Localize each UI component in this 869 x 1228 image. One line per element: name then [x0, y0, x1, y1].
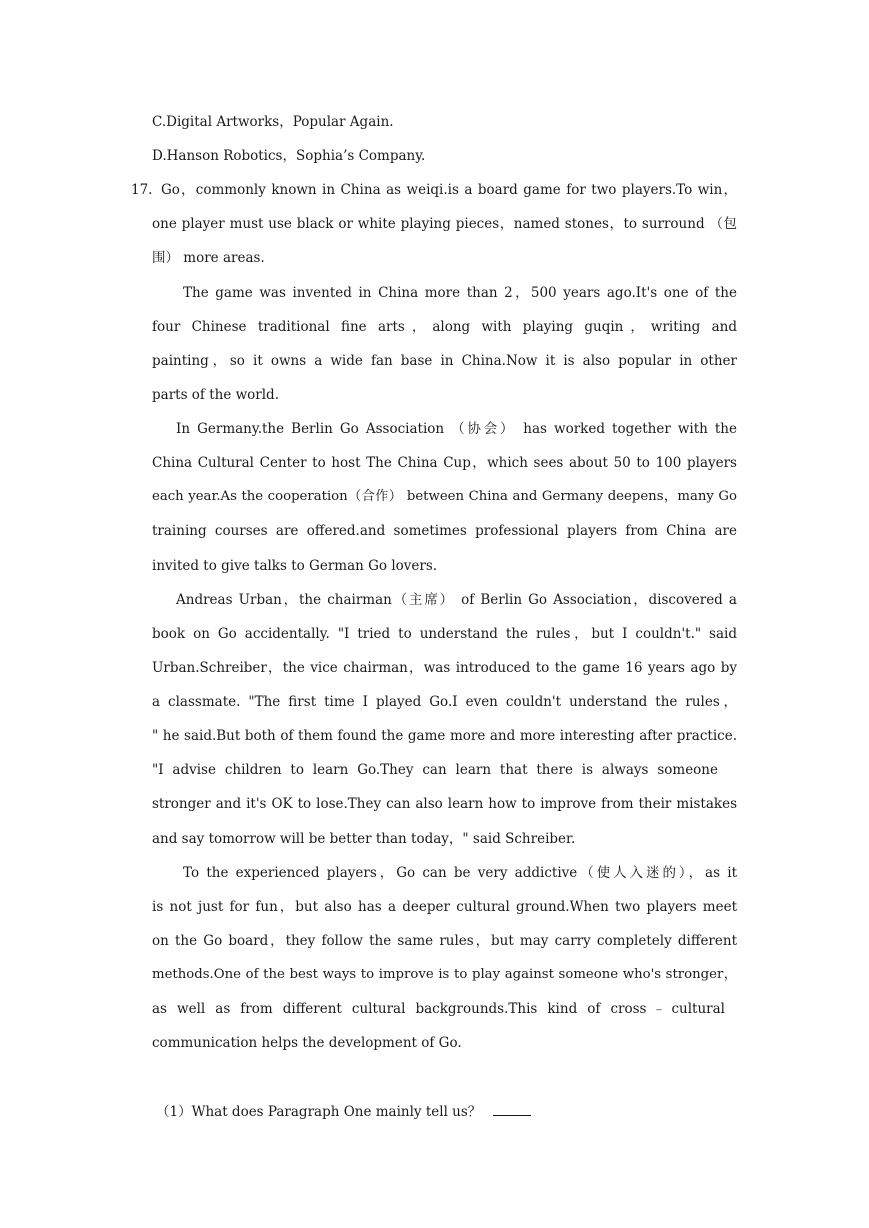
paragraph-2-line-4: parts of the world.: [152, 387, 279, 403]
subquestion-1: [156, 1103, 531, 1121]
paragraph-3-line-1: In Germany.the Berlin Go Association （协会） has worked together with the: [176, 421, 737, 437]
paragraph-5-line-5: as well as from different cultural backgrounds.This kind of cross﹣cultural: [152, 1001, 725, 1017]
question-line-2: one player must use black or white playing pieces，named stones，to surround （包: [152, 216, 737, 232]
paragraph-5-line-6: communication helps the development of Go.: [152, 1035, 462, 1051]
paragraph-2-line-3: painting，so it owns a wide fan base in China.Now it is also popular in other: [152, 353, 737, 369]
paragraph-5-line-3: on the Go board，they follow the same rules，but may carry completely different: [152, 933, 737, 949]
question-number: 17.: [131, 182, 153, 198]
paragraph-5-line-1: To the experienced players，Go can be very addictive（使人入迷的），as it: [183, 865, 737, 881]
question-line-3: 围） more areas.: [152, 250, 265, 266]
paragraph-4-line-1: Andreas Urban，the chairman（主席） of Berlin Go Association，discovered a: [176, 592, 737, 608]
paragraph-4-line-8: and say tomorrow will be better than today，" said Schreiber.: [152, 831, 576, 847]
paragraph-2-line-2: four Chinese traditional fine arts，along with playing guqin，writing and: [152, 319, 737, 335]
paragraph-4-line-3: Urban.Schreiber，the vice chairman，was introduced to the game 16 years ago by: [152, 660, 737, 676]
paragraph-5-line-4: methods.One of the best ways to improve is to play against someone who's stronger，: [152, 967, 737, 982]
subquestion-1-text: （1）What does Paragraph One mainly tell us？: [156, 1104, 482, 1120]
paragraph-4-line-5: " he said.But both of them found the game more and more interesting after practice.: [152, 728, 737, 744]
paragraph-3-line-5: invited to give talks to German Go lovers.: [152, 558, 438, 574]
paragraph-3-line-3: each year.As the cooperation（合作） between China and Germany deepens，many Go: [152, 489, 737, 504]
question-line-1: Go，commonly known in China as weiqi.is a board game for two players.To win，: [161, 182, 737, 198]
option-c: C.Digital Artworks，Popular Again.: [152, 114, 394, 130]
paragraph-3-line-4: training courses are offered.and sometimes professional players from China are: [152, 523, 737, 539]
paragraph-5-line-2: is not just for fun，but also has a deeper cultural ground.When two players meet: [152, 899, 737, 915]
paragraph-4-line-7: stronger and it's OK to lose.They can also learn how to improve from their mistakes: [152, 796, 737, 812]
paragraph-4-line-4: a classmate. "The first time I played Go.I even couldn't understand the rules，: [152, 694, 737, 710]
answer-blank[interactable]: [493, 1105, 531, 1116]
paragraph-3-line-2: China Cultural Center to host The China Cup，which sees about 50 to 100 players: [152, 455, 737, 471]
option-d: D.Hanson Robotics，Sophia’s Company.: [152, 148, 426, 164]
paragraph-4-line-6: "I advise children to learn Go.They can learn that there is always someone: [152, 762, 718, 778]
paragraph-2-line-1: The game was invented in China more than 2，500 years ago.It's one of the: [183, 285, 737, 301]
paragraph-4-line-2: book on Go accidentally. "I tried to understand the rules，but I couldn't." said: [152, 626, 737, 642]
